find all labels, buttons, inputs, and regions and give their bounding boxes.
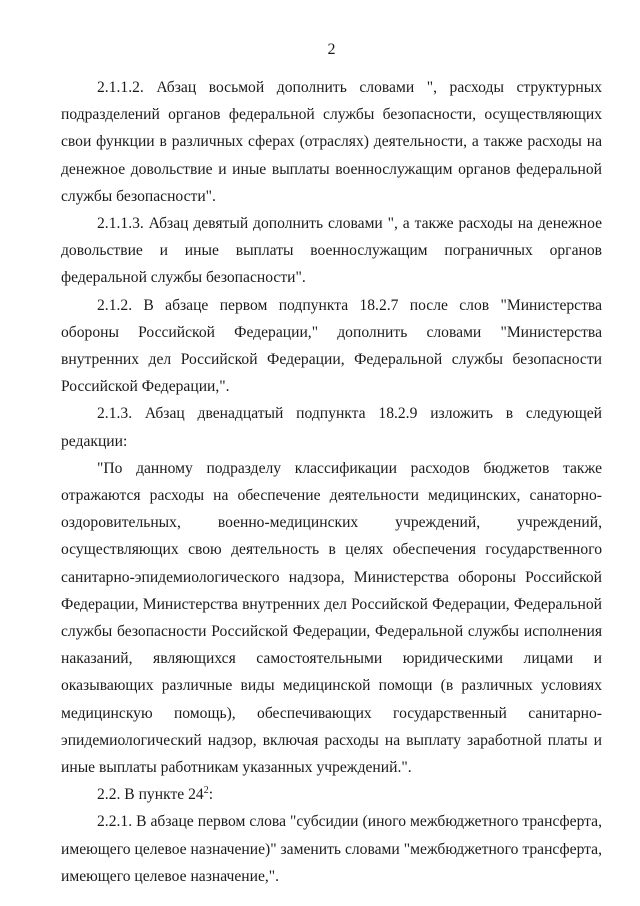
page-number: 2 (327, 41, 336, 58)
paragraph-quoted-text: "По данному подразделу классификации расходов бюджетов также отражаются расходы на обеспечение деятельности медицинских, санаторно-оздоровительных, военно-медицинских учреждений, учреждений, осуществляющих свою деятельность в целях обеспечения государственного санитарно-эпидемиологического надзора, Министерства обороны Российской Федерации, Министерства внутренних дел Российской Федерации, Федеральной службы безопасности Российской Федерации, Федеральной службы исполнения наказаний, являющихся самостоятельными юридическими лицами и оказывающих различные виды медицинской помощи (в различных условиях медицинскую помощь), обеспечивающих государственный санитарно-эпидемиологический надзор, включая расходы на выплату заработной платы и иные выплаты работникам указанных учреждений.". (61, 459, 602, 777)
paragraph-2-1-3: 2.1.3. Абзац двенадцатый подпункта 18.2.9 изложить в следующей редакции: (61, 405, 602, 450)
superscript-mark: 2 (203, 785, 209, 797)
paragraph-2-1-1-2: 2.1.1.2. Абзац восьмой дополнить словами ", расходы структурных подразделений органов федеральной службы безопасности, осуществляющих свои функции в различных сферах (отраслях) деятельности, а также расходы на денежное довольствие и иные выплаты военнослужащим органов федеральной службы безопасности". (61, 79, 602, 205)
paragraph-2-2-text: 2.2. В пункте 24 (97, 786, 204, 804)
paragraph-2-1-1-3: 2.1.1.3. Абзац девятый дополнить словами ", а также расходы на денежное довольствие и иные выплаты военнослужащим пограничных органов федеральной службы безопасности". (61, 215, 602, 287)
paragraph-2-2-suffix: : (208, 786, 214, 804)
paragraph-2-1-2: 2.1.2. В абзаце первом подпункта 18.2.7 после слов "Министерства обороны Российской Федерации," дополнить словами "Министерства внутренних дел Российской Федерации, Федеральной службы безопасности Российской Федерации,". (61, 296, 602, 396)
paragraph-2-2-1: 2.2.1. В абзаце первом слова "субсидии (иного межбюджетного трансферта, имеющего целевое назначение)" заменить словами "межбюджетного трансферта, имеющего целевое назначение,". (61, 813, 602, 885)
paragraph-2-2 (61, 781, 602, 808)
